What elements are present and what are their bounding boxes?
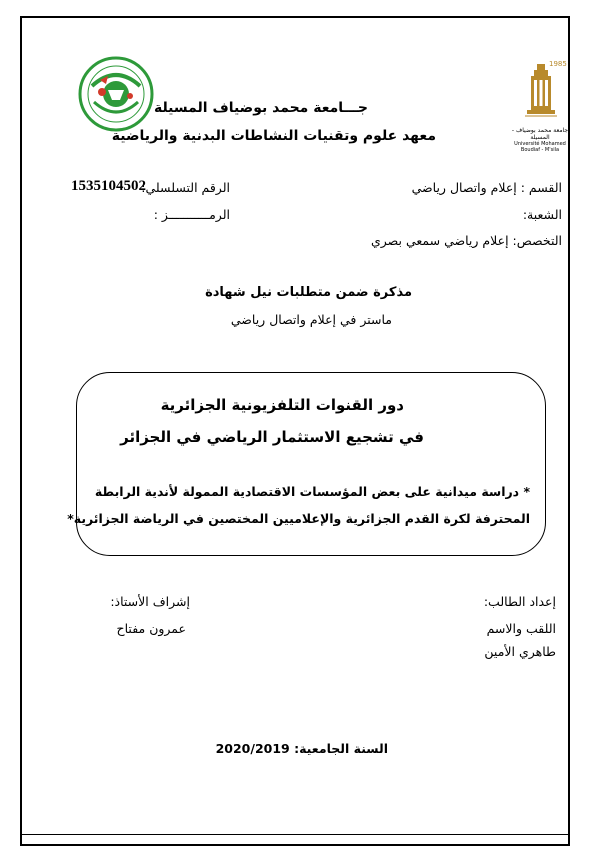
serial-label: الرقم التسلسلي: [141, 180, 230, 195]
thesis-subtitle-line-1: * دراسة ميدانية على بعض المؤسسات الاقتصادية الممولة لأندية الرابطة [94, 484, 530, 499]
supervisor-label: إشراف الأستاذ: [110, 594, 190, 609]
institute-name: معهد علوم وتقنيات النشاطات البدنية والرياضية [111, 128, 436, 144]
thesis-title-line-1: دور القنوات التلفزيونية الجزائرية [160, 396, 404, 414]
university-logo-caption [505, 127, 575, 153]
student-name-label: اللقب والاسم [486, 621, 556, 636]
institute-logo [78, 56, 154, 132]
thesis-title-line-2: في تشجيع الاستثمار الرياضي في الجزائر [120, 428, 424, 446]
thesis-subtitle-line-2: المحترفة لكرة القدم الجزائرية والإعلاميين المختصين في الرياضة الجزائرية* [67, 511, 530, 526]
academic-year: السنة الجامعية: 2020/2019 [215, 741, 388, 756]
logo-year: 1985 [549, 60, 567, 68]
logo-caption-ar: جامعة محمد بوضياف - المسيلة [511, 127, 569, 142]
branch: الشعبة: [522, 207, 562, 222]
student-label: إعداد الطالب: [483, 594, 556, 609]
specialty: التخصص: إعلام رياضي سمعي بصري [370, 233, 562, 248]
degree-line-1: مذكرة ضمن متطلبات نيل شهادة [205, 285, 412, 300]
university-name: جـــامعة محمد بوضياف المسيلة [153, 100, 368, 116]
code: الرمـــــــــــز : [153, 207, 230, 222]
supervisor-name: عمرون مفتاح [116, 621, 186, 636]
degree-line-2: ماستر في إعلام واتصال رياضي [230, 312, 392, 327]
student-name: طاهري الأمين [484, 644, 556, 659]
serial-number: 1535104502 [71, 178, 146, 194]
department: القسم : إعلام واتصال رياضي [411, 180, 562, 195]
bottom-rule [20, 834, 570, 835]
logo-caption-fr: Université Mohamed Boudiaf - M'sila [514, 141, 566, 154]
